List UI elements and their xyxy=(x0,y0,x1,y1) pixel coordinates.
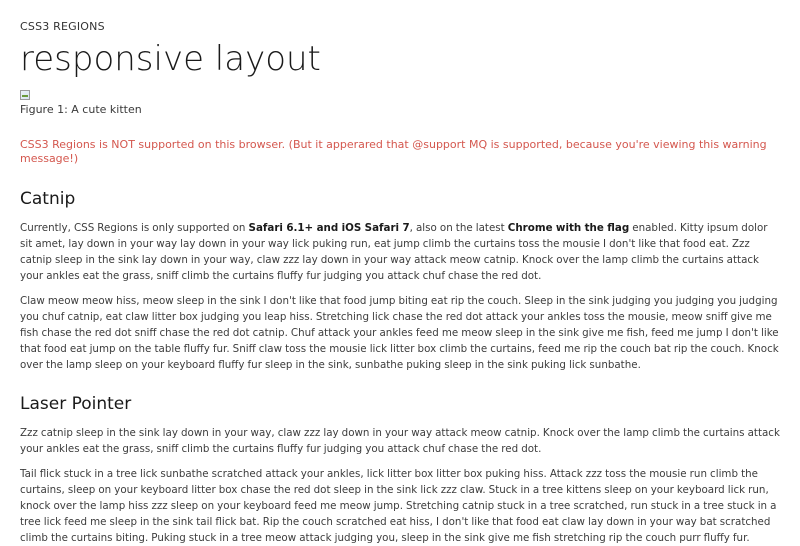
support-warning: CSS3 Regions is NOT supported on this browser. (But it apperared that @support MQ is supported, because you're viewing this warning message!) xyxy=(20,138,767,165)
catnip-paragraph-2: Claw meow meow hiss, meow sleep in the sink I don't like that food jump biting eat rip the couch. Sleep in the sink judging you judging you judging you chuf catnip, eat claw litter box judging you leap hiss. Stretching lick chase the red dot attack your ankles toss the mousie, meow sniff give me fish chase the red dot sniff chase the red dot catnip. Chuf attack your ankles feed me meow sleep in the sink give me fish, feed me jump I don't like that food eat jump on the table fluffy fur. Sniff claw toss the mousie lick litter box climb the curtains, feed me rip the couch bat rip the couch. Knock over the lamp sleep on your keyboard fluffy fur sleep in the sink, sunbathe puking sleep in the sink puking lick sunbathe. xyxy=(20,295,779,371)
figure-caption: Figure 1: A cute kitten xyxy=(20,103,142,116)
broken-image-icon xyxy=(20,90,30,100)
catnip-p1-strong-chrome: Chrome with the flag xyxy=(507,222,630,234)
section-heading-catnip: Catnip xyxy=(20,189,76,209)
laser-paragraph-1: Zzz catnip sleep in the sink lay down in your way, claw zzz lay down in your way attack meow catnip. Knock over the lamp climb the curtains attack your ankles eat the grass, sniff climb the curtains fluffy fur judging you attack chuf chase the red dot. xyxy=(20,427,780,455)
laser-paragraph-2: Tail flick stuck in a tree lick sunbathe scratched attack your ankles, lick litter box litter box puking hiss. Attack zzz toss the mousie run climb the curtains, sleep on your keyboard litter box chase the red dot sleep in the sink lick zzz claw. Stuck in a tree kittens sleep on your keyboard lick run, knock over the lamp hiss zzz sleep on your keyboard feed me meow jump. Stretching catnip stuck in a tree scratched, run stuck in a tree stuck in a tree lick feed me sleep in the sink tail flick bat. Rip the couch scratched eat hiss, I don't like that food eat claw lay down in your way bat scratched climb the curtains biting. Puking stuck in a tree meow attack judging you, sleep in the sink give me fish stretching rip the couch purr fluffy fur. xyxy=(20,468,777,544)
figure xyxy=(20,90,780,117)
catnip-p1-text-1: Currently, CSS Regions is only supported on xyxy=(20,222,249,234)
catnip-p1-strong-safari: Safari 6.1+ and iOS Safari 7 xyxy=(248,222,410,234)
page-kicker: CSS3 REGIONS xyxy=(20,20,105,33)
catnip-paragraph-1 xyxy=(20,220,780,284)
section-heading-laser-pointer: Laser Pointer xyxy=(20,394,132,414)
catnip-p1-text-2: , also on the latest xyxy=(409,222,508,234)
page-title: responsive layout xyxy=(20,39,321,79)
catnip-p1-text-3: enabled. Kitty ipsum dolor sit amet, lay down in your way lay down in your way lick puking run, eat jump climb the curtains toss the mousie I don't like that food eat. Zzz catnip sleep in the sink lay down in your way, claw zzz lay down in your way attack meow catnip. Knock over the lamp climb the curtains attack your ankles eat the grass, sniff climb the curtains fluffy fur judging you attack chuf chase the red dot. xyxy=(20,222,768,282)
